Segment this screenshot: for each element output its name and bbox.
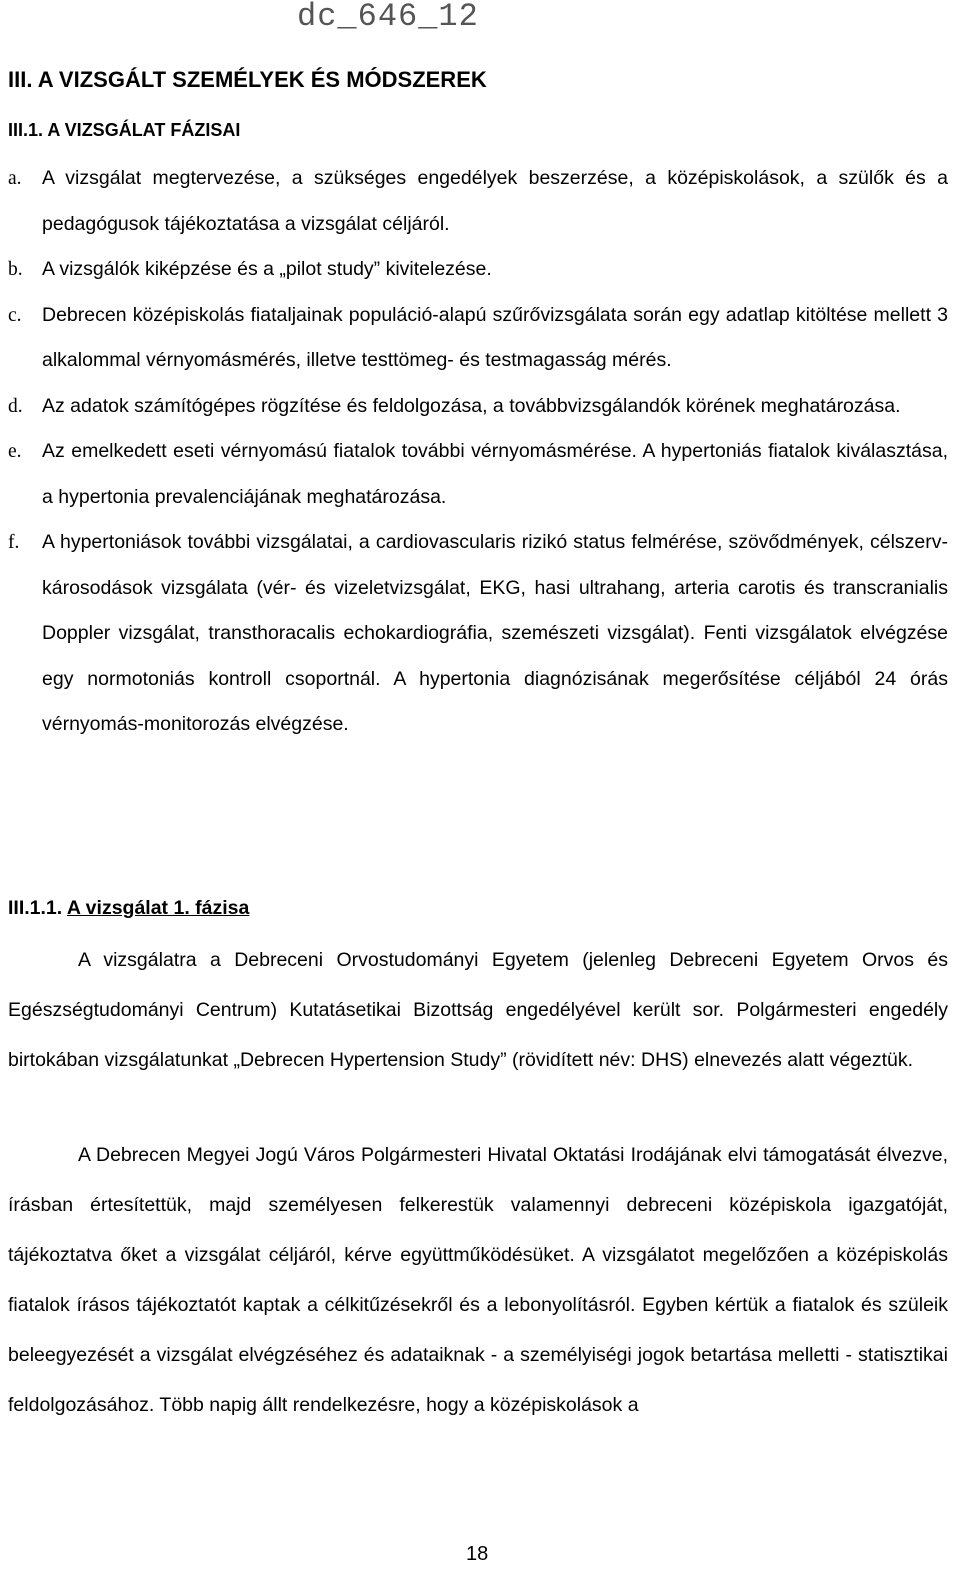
section-heading: III.1. A VIZSGÁLAT FÁZISAI	[8, 120, 241, 140]
list-item-text: A hypertoniások további vizsgálatai, a cardiovascularis rizikó status felmérése, szövődmények, célszerv-károsodások vizsgálata (vér- és vizeletvizsgálat, EKG, hasi ultrahang, arteria carotis és transcranialis Doppler vizsgálat, transthoracalis echokardiográfia, szemészeti vizsgálat). Fenti vizsgálatok elvégzése egy normotoniás kontroll csoportnál. A hypertonia diagnózisának megerősítése céljából 24 órás vérnyomás-monitorozás elvégzése.	[42, 531, 948, 735]
list-item-text: A vizsgálók kiképzése és a „pilot study” kivitelezése.	[42, 258, 492, 280]
list-marker: c.	[8, 304, 22, 326]
subsection-number: III.1.1.	[8, 897, 63, 919]
list-marker: e.	[8, 441, 22, 462]
list-marker: a.	[8, 168, 22, 189]
document-id: dc_646_12	[297, 0, 479, 35]
subsection-heading	[8, 897, 249, 920]
list-item-text: A vizsgálat megtervezése, a szükséges engedélyek beszerzése, a középiskolások, a szülők és a pedagógusok tájékoztatása a vizsgálat céljáról.	[42, 167, 948, 235]
list-marker: b.	[8, 259, 23, 280]
chapter-heading: III. A VIZSGÁLT SZEMÉLYEK ÉS MÓDSZEREK	[8, 67, 487, 92]
list-item	[8, 384, 948, 430]
list-marker: f.	[8, 532, 20, 553]
list-item	[8, 156, 948, 247]
list-marker: d.	[8, 395, 23, 417]
list-item	[8, 247, 948, 293]
list-item-text: Az adatok számítógépes rögzítése és feldolgozása, a továbbvizsgálandók körének meghatározása.	[42, 394, 901, 417]
page-number: 18	[466, 1543, 489, 1565]
list-item-text: Debrecen középiskolás fiataljainak populáció-alapú szűrővizsgálata során egy adatlap kitöltése mellett 3 alkalommal vérnyomásmérés, illetve testtömeg- és testmagasság mérés.	[42, 303, 948, 371]
paragraph: A vizsgálatra a Debreceni Orvostudományi Egyetem (jelenleg Debreceni Egyetem Orvos és Egészségtudományi Centrum) Kutatásetikai Bizottság engedélyével került sor. Polgármesteri engedély birtokában vizsgálatunkat „Debrecen Hypertension Study” (rövidített név: DHS) elnevezés alatt végeztük.	[8, 949, 948, 1071]
list-item-text: Az emelkedett eseti vérnyomású fiatalok további vérnyomásmérése. A hypertoniás fiatalok kiválasztása, a hypertonia prevalenciájának meghatározása.	[42, 440, 948, 508]
list-item	[8, 520, 948, 748]
list-item	[8, 429, 948, 520]
paragraph: A Debrecen Megyei Jogú Város Polgármesteri Hivatal Oktatási Irodájának elvi támogatását élvezve, írásban értesítettük, majd személyesen felkerestük valamennyi debreceni középiskola igazgatóját, tájékoztatva őket a vizsgálat céljáról, kérve együttműködésüket. A vizsgálatot megelőzően a középiskolás fiatalok írásos tájékoztatót kaptak a célkitűzésekről és a lebonyolításról. Egyben kértük a fiatalok és szüleik beleegyezését a vizsgálat elvégzéséhez és adataiknak - a személyiségi jogok betartása melletti - statisztikai feldolgozásához. Több napig állt rendelkezésre, hogy a középiskolások a	[8, 1144, 948, 1416]
subsection-title: A vizsgálat 1. fázisa	[66, 897, 250, 919]
list-item	[8, 293, 948, 384]
phase-list	[8, 156, 948, 748]
